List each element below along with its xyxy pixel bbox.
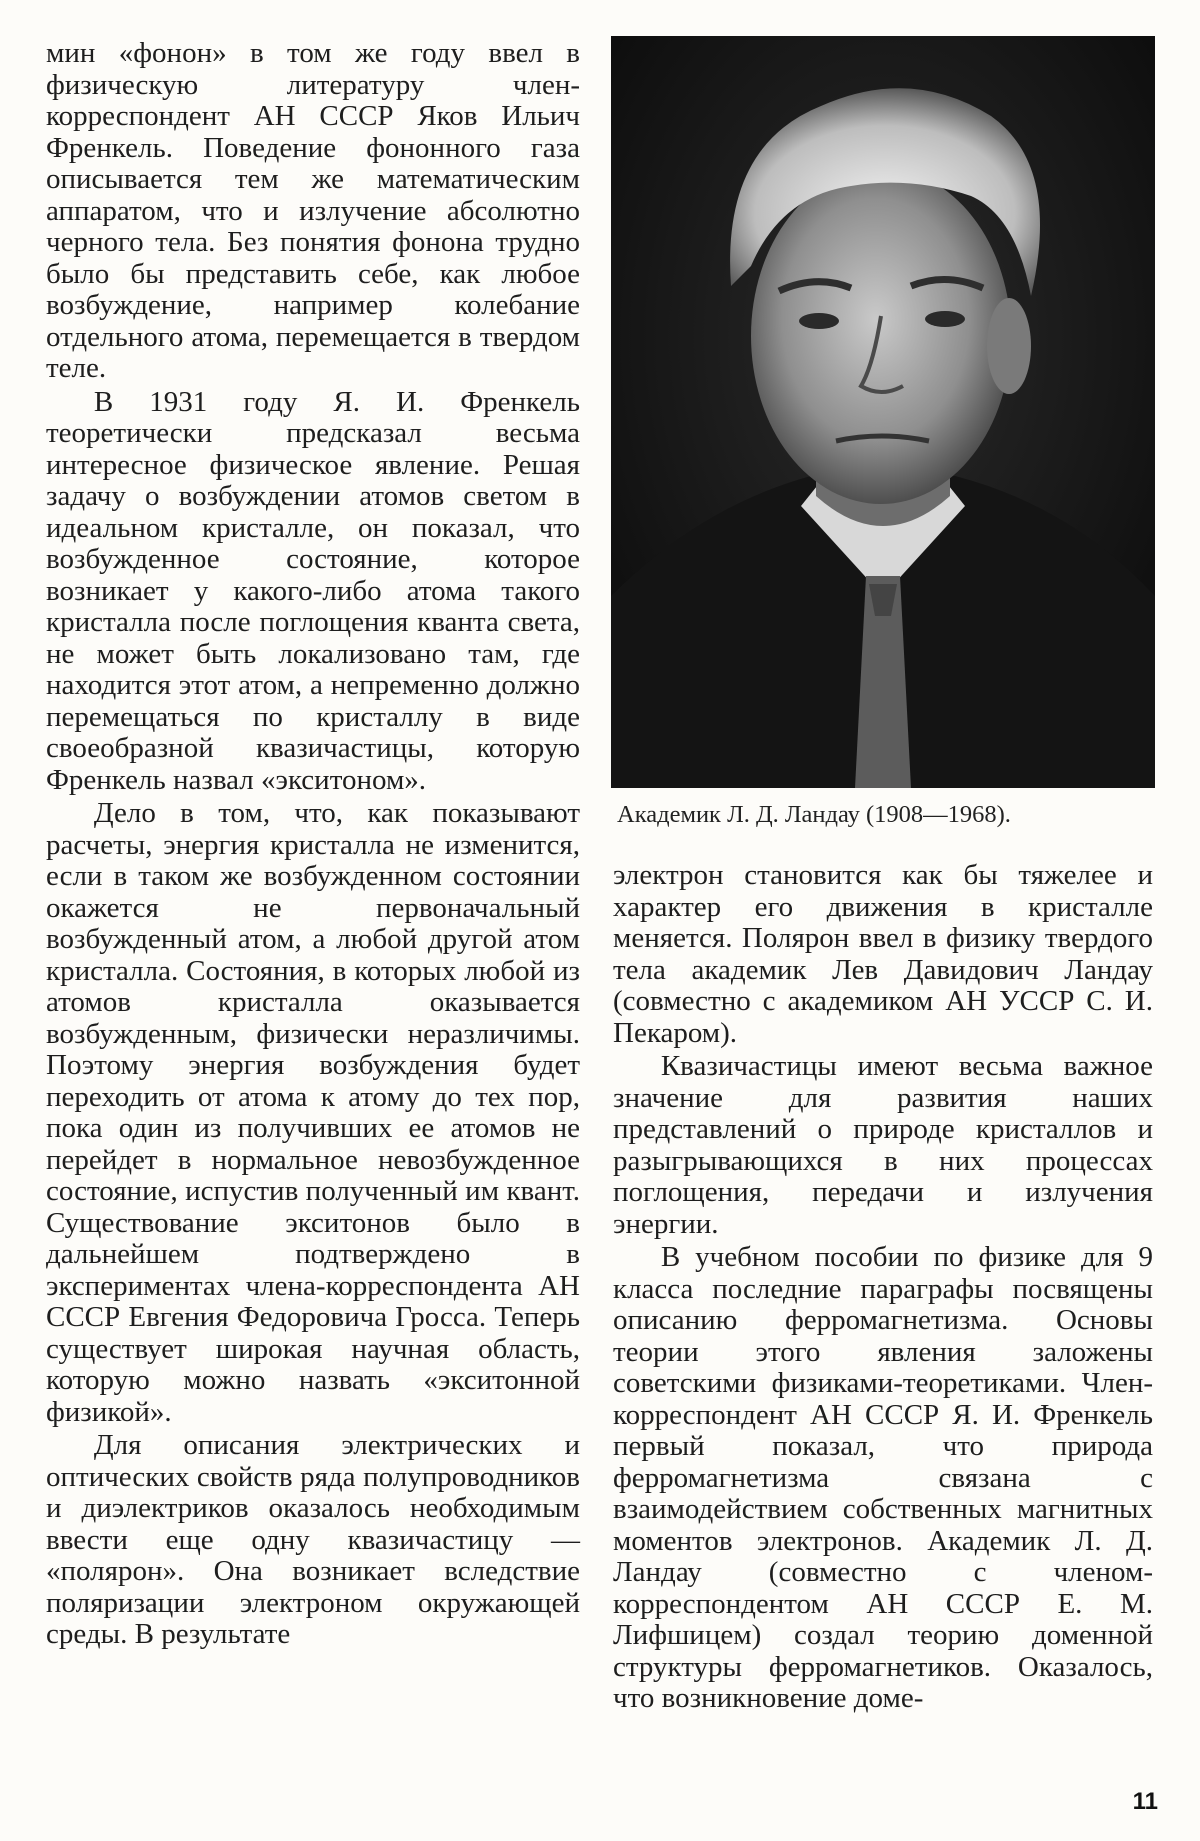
left-text-column bbox=[46, 38, 580, 1651]
page-number: 11 bbox=[1132, 1788, 1158, 1815]
paragraph-exciton-explanation: Дело в том, что, как показывают расчеты, энергия кристалла не изменится, если в таком же возбужденном состоянии окажется не первоначальный возбужденный атом, а любой другой атом кристалла. Состояния, в которых любой из атомов кристалла оказывается возбужденным, физически неразличимы. Поэтому энергия возбуждения будет переходить от атома к атому до тех пор, пока один из получивших ее атомов не перейдет в нормальное невозбужденное состояние, испустив полученный им квант. Существование экситонов было в дальнейшем подтверждено в экспериментах члена-корреспондента АН СССР Евгения Федоровича Гросса. Теперь существует широкая научная область, которую можно назвать «экситонной физикой». bbox=[46, 797, 580, 1428]
paragraph-exciton-prediction: В 1931 году Я. И. Френкель теоретически предсказал весьма интересное физическое явление. Решая задачу о возбуждении атомов светом в идеальном кристалле, он показал, что возбужденное состояние, которое возникает у какого-либо атома такого кристалла после поглощения кванта света, не может быть локализовано там, где находится этот атом, а непременно должно перемещаться по кристаллу в виде своеобразной квазичастицы, которую Френкель назвал «экситоном». bbox=[46, 385, 580, 796]
paragraph-ferromagnetism: В учебном пособии по физике для 9 класса последние параграфы посвящены описанию ферромагнетизма. Основы теории этого явления заложены советскими физиками-теоретиками. Член-корреспондент АН СССР Я. И. Френкель первый показал, что природа ферромагнетизма связана с взаимодействием собственных магнитных моментов электронов. Академик Л. Д. Ландау (совместно с членом-корреспондентом АН СССР Е. М. Лифшицем) создал теорию доменной структуры ферромагнетиков. Оказалось, что возникновение доме- bbox=[613, 1241, 1153, 1714]
paragraph-polaron-continuation: электрон становится как бы тяжелее и характер его движения в кристалле меняется. Полярон ввел в физику твердого тела академик Лев Давидович Ландау (совместно с академиком АН УССР С. И. Пекаром). bbox=[613, 859, 1153, 1049]
right-text-column bbox=[613, 860, 1153, 1715]
paragraph-quasiparticles: Квазичастицы имеют весьма важное значение для развития наших представлений о природе кристаллов и разыгрывающихся в них процессах поглощения, передачи и излучения энергии. bbox=[613, 1050, 1153, 1240]
paragraph-phonon: мин «фонон» в том же году ввел в физическую литературу член-корреспондент АН СССР Яков Ильич Френкель. Поведение фононного газа описывается тем же математическим аппаратом, что и излучение абсолютно черного тела. Без понятия фонона трудно было бы представить себе, как любое возбуждение, например колебание отдельного атома, перемещается в твердом теле. bbox=[46, 37, 580, 384]
portrait-illustration bbox=[611, 36, 1155, 788]
paragraph-polaron-intro: Для описания электрических и оптических свойств ряда полупроводников и диэлектриков оказалось необходимым ввести еще одну квазичастицу — «полярон». Она возникает вследствие поляризации электроном окружающей среды. В результате bbox=[46, 1429, 580, 1650]
portrait-photo bbox=[611, 36, 1155, 788]
photo-caption: Академик Л. Д. Ландау (1908—1968). bbox=[617, 801, 1011, 828]
